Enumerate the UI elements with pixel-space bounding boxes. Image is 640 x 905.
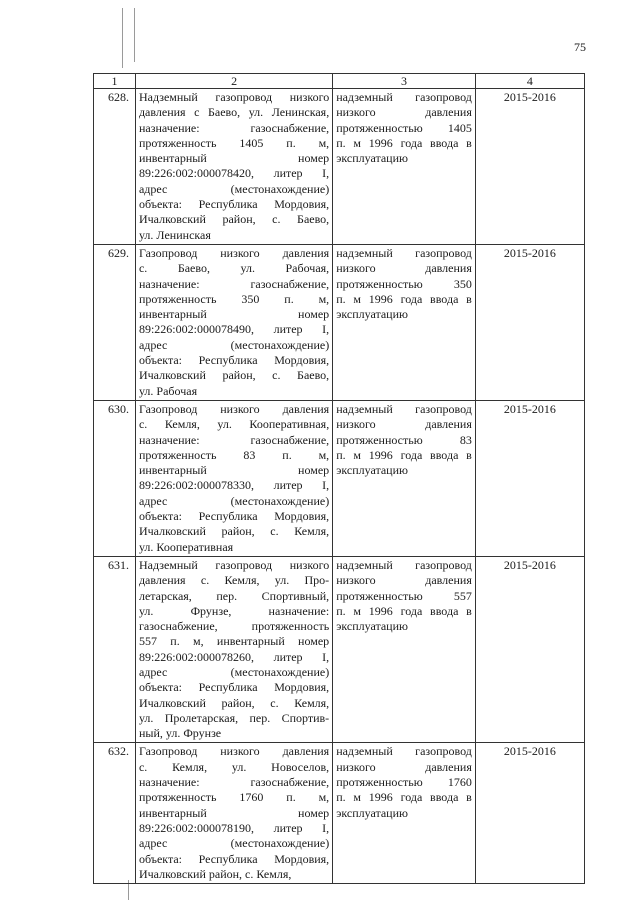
- registry-table: [93, 73, 585, 884]
- object-name-line: инвентарный номер: [138, 463, 330, 478]
- object-description-line: надземный газопровод: [336, 245, 472, 260]
- object-name-line: протяженность 1405 п. м,: [138, 135, 330, 150]
- object-name-line: Ичалковский район, с. Кемля,: [138, 695, 330, 710]
- object-name-line: Газопровод низкого давления: [138, 245, 330, 260]
- object-description-line: надземный газопровод: [336, 557, 472, 572]
- object-description-line: п. м 1996 года ввода в: [336, 790, 472, 805]
- object-name-line: адрес (местонахождение): [138, 836, 330, 851]
- object-name-line: давления с Баево, ул. Ленинская,: [138, 105, 330, 120]
- object-description-line: низкого давления: [336, 417, 472, 432]
- object-description-line: эксплуатацию: [336, 805, 408, 820]
- table-row: [94, 89, 585, 245]
- object-name-line: назначение: газоснабжение,: [138, 276, 330, 291]
- object-name-line: 89:226:002:000078330, литер I,: [138, 478, 330, 493]
- header-col-2: 2: [135, 74, 332, 89]
- object-name-line: объекта: Республика Мордовия,: [138, 509, 330, 524]
- object-name-line: объекта: Республика Мордовия,: [138, 851, 330, 866]
- object-description-line: протяженностью 83: [336, 432, 472, 447]
- object-name-cell: [135, 556, 332, 743]
- year-range: 2015-2016: [475, 743, 584, 884]
- object-description-line: п. м 1996 года ввода в: [336, 291, 472, 306]
- row-number: 631.: [94, 556, 136, 743]
- object-name-line: адрес (местонахождение): [138, 493, 330, 508]
- table-row: [94, 743, 585, 884]
- object-name-line: 89:226:002:000078490, литер I,: [138, 322, 330, 337]
- object-description-line: эксплуатацию: [336, 151, 408, 166]
- object-name-line: ул. Фрунзе, назначение:: [138, 603, 330, 618]
- object-name-line: ул. Рабочая: [138, 383, 198, 398]
- table-body: [94, 89, 585, 884]
- object-name-line: инвентарный номер: [138, 307, 330, 322]
- object-name-cell: [135, 743, 332, 884]
- object-name-line: Ичалковский район, с. Кемля,: [138, 866, 292, 881]
- object-description-line: эксплуатацию: [336, 307, 408, 322]
- object-description-line: низкого давления: [336, 261, 472, 276]
- header-col-4: 4: [475, 74, 584, 89]
- object-name-line: протяженность 83 п. м,: [138, 447, 330, 462]
- object-description-line: п. м 1996 года ввода в: [336, 135, 472, 150]
- table-row: [94, 556, 585, 743]
- object-description-line: эксплуатацию: [336, 463, 408, 478]
- object-name-line: с. Кемля, ул. Кооперативная,: [138, 417, 330, 432]
- object-name-line: объекта: Республика Мордовия,: [138, 353, 330, 368]
- object-name-line: объекта: Республика Мордовия,: [138, 680, 330, 695]
- object-name-line: назначение: газоснабжение,: [138, 120, 330, 135]
- object-name-line: газоснабжение, протяженность: [138, 619, 330, 634]
- object-description-line: п. м 1996 года ввода в: [336, 603, 472, 618]
- object-description-cell: [333, 89, 476, 245]
- object-description-line: п. м 1996 года ввода в: [336, 447, 472, 462]
- row-number: 628.: [94, 89, 136, 245]
- object-name-line: с. Баево, ул. Рабочая,: [138, 261, 330, 276]
- header-col-1: 1: [94, 74, 136, 89]
- row-number: 629.: [94, 244, 136, 400]
- object-name-line: с. Кемля, ул. Новоселов,: [138, 759, 330, 774]
- object-description-line: эксплуатацию: [336, 619, 408, 634]
- object-description-line: протяженностью 1760: [336, 775, 472, 790]
- year-range: 2015-2016: [475, 89, 584, 245]
- object-name-line: ный, ул. Фрунзе: [138, 726, 222, 741]
- table-header-row: [94, 74, 585, 89]
- object-name-line: Надземный газопровод низкого: [138, 90, 330, 104]
- object-description-line: надземный газопровод: [336, 744, 472, 759]
- object-description-cell: [333, 400, 476, 556]
- object-name-cell: [135, 89, 332, 245]
- object-name-line: инвентарный номер: [138, 151, 330, 166]
- object-name-line: Ичалковский район, с. Кемля,: [138, 524, 330, 539]
- year-range: 2015-2016: [475, 244, 584, 400]
- object-name-line: протяженность 1760 п. м,: [138, 790, 330, 805]
- scan-mark: [134, 8, 135, 62]
- object-name-line: летарская, пер. Спортивный,: [138, 588, 330, 603]
- object-name-line: давления с. Кемля, ул. Про-: [138, 573, 330, 588]
- object-description-line: надземный газопровод: [336, 90, 472, 104]
- scan-mark: [122, 8, 123, 68]
- object-name-line: 89:226:002:000078260, литер I,: [138, 649, 330, 664]
- object-name-line: Газопровод низкого давления: [138, 401, 330, 416]
- object-name-line: адрес (местонахождение): [138, 337, 330, 352]
- object-name-cell: [135, 244, 332, 400]
- row-number: 632.: [94, 743, 136, 884]
- object-name-line: Надземный газопровод низкого: [138, 557, 330, 572]
- object-name-line: ул. Пролетарская, пер. Спортив-: [138, 710, 330, 725]
- object-name-line: адрес (местонахождение): [138, 181, 330, 196]
- year-range: 2015-2016: [475, 400, 584, 556]
- object-description-line: низкого давления: [336, 573, 472, 588]
- page-number: 75: [574, 40, 586, 54]
- object-name-line: 557 п. м, инвентарный номер: [138, 634, 330, 649]
- object-name-line: протяженность 350 п. м,: [138, 291, 330, 306]
- object-description-line: протяженностью 350: [336, 276, 472, 291]
- row-number: 630.: [94, 400, 136, 556]
- object-description-line: низкого давления: [336, 105, 472, 120]
- object-description-line: надземный газопровод: [336, 401, 472, 416]
- object-description-cell: [333, 556, 476, 743]
- object-description-cell: [333, 743, 476, 884]
- object-name-line: 89:226:002:000078190, литер I,: [138, 820, 330, 835]
- table-row: [94, 400, 585, 556]
- table-row: [94, 244, 585, 400]
- object-name-line: Ичалковский район, с. Баево,: [138, 368, 330, 383]
- object-name-line: инвентарный номер: [138, 805, 330, 820]
- object-description-line: протяженностью 1405: [336, 120, 472, 135]
- object-name-line: ул. Ленинская: [138, 227, 211, 242]
- object-name-cell: [135, 400, 332, 556]
- object-name-line: ул. Кооперативная: [138, 539, 234, 554]
- object-name-line: адрес (местонахождение): [138, 664, 330, 679]
- header-col-3: 3: [333, 74, 476, 89]
- object-description-line: низкого давления: [336, 759, 472, 774]
- object-name-line: 89:226:002:000078420, литер I,: [138, 166, 330, 181]
- object-name-line: объекта: Республика Мордовия,: [138, 197, 330, 212]
- object-name-line: Ичалковский район, с. Баево,: [138, 212, 330, 227]
- object-name-line: назначение: газоснабжение,: [138, 432, 330, 447]
- object-name-line: назначение: газоснабжение,: [138, 775, 330, 790]
- object-name-line: Газопровод низкого давления: [138, 744, 330, 759]
- object-description-cell: [333, 244, 476, 400]
- object-description-line: протяженностью 557: [336, 588, 472, 603]
- year-range: 2015-2016: [475, 556, 584, 743]
